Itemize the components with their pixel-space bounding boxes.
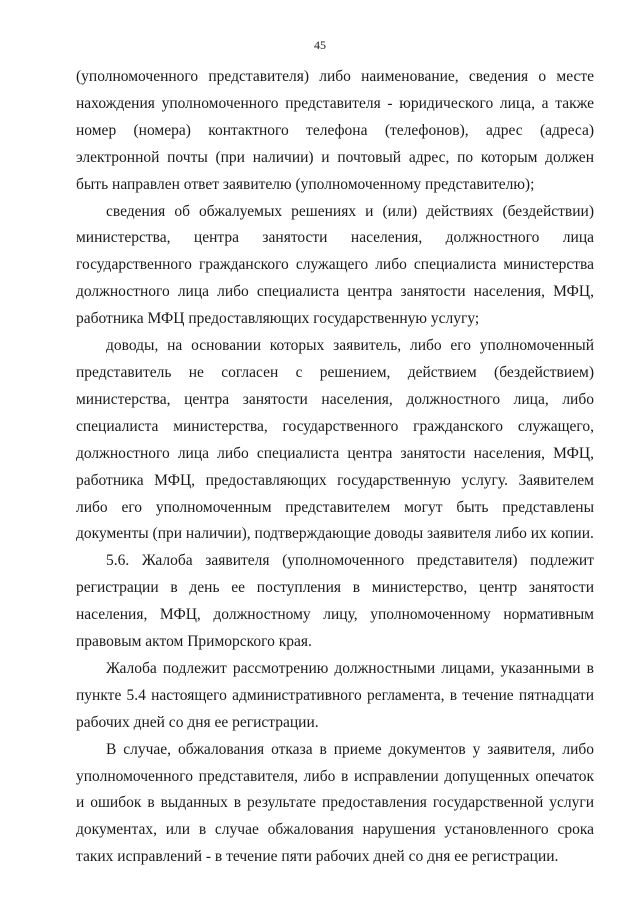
document-body	[76, 64, 594, 871]
paragraph-applicant-details: (уполномоченного представителя) либо наименование, сведения о месте нахождения уполномоченного представителя - юридического лица, а также номер (номера) контактного телефона (телефонов), адрес (адреса) электронной почты (при наличии) и почтовый адрес, по которым должен быть направлен ответ заявителю (уполномоченному представителю);	[76, 68, 594, 193]
paragraph-arguments: доводы, на основании которых заявитель, либо его уполномоченный представитель не согласен с решением, действием (бездействием) министерства, центра занятости населения, должностного лица, либо специалиста министерства, государственного гражданского служащего, должностного лица либо специалиста центра занятости населения, МФЦ, работника МФЦ, предоставляющих государственную услугу. Заявителем либо его уполномоченным представителем могут быть представлены документы (при наличии), подтверждающие доводы заявителя либо их копии.	[76, 337, 594, 543]
paragraph-appealed-decisions: сведения об обжалуемых решениях и (или) действиях (бездействии) министерства, центра занятости населения, должностного лица государственного гражданского служащего либо специалиста министерства должностного лица либо специалиста центра занятости населения, МФЦ, работника МФЦ предоставляющих государственную услугу;	[76, 202, 594, 328]
page-number: 45	[314, 38, 326, 52]
paragraph-review-period: Жалоба подлежит рассмотрению должностными лицами, указанными в пункте 5.4 настоящего административного регламента, в течение пятнадцати рабочих дней со дня ее регистрации.	[76, 659, 594, 731]
paragraph-section-5-6: 5.6. Жалоба заявителя (уполномоченного представителя) подлежит регистрации в день ее поступления в министерство, центр занятости населения, МФЦ, должностному лицу, уполномоченному нормативным правовым актом Приморского края.	[76, 552, 594, 651]
paragraph-refusal-appeal: В случае, обжалования отказа в приеме документов у заявителя, либо уполномоченного представителя, либо в исправлении допущенных опечаток и ошибок в выданных в результате предоставления государственной услуги документах, или в случае обжалования нарушения установленного срока таких исправлений - в течение пяти рабочих дней со дня ее регистрации.	[76, 740, 594, 866]
